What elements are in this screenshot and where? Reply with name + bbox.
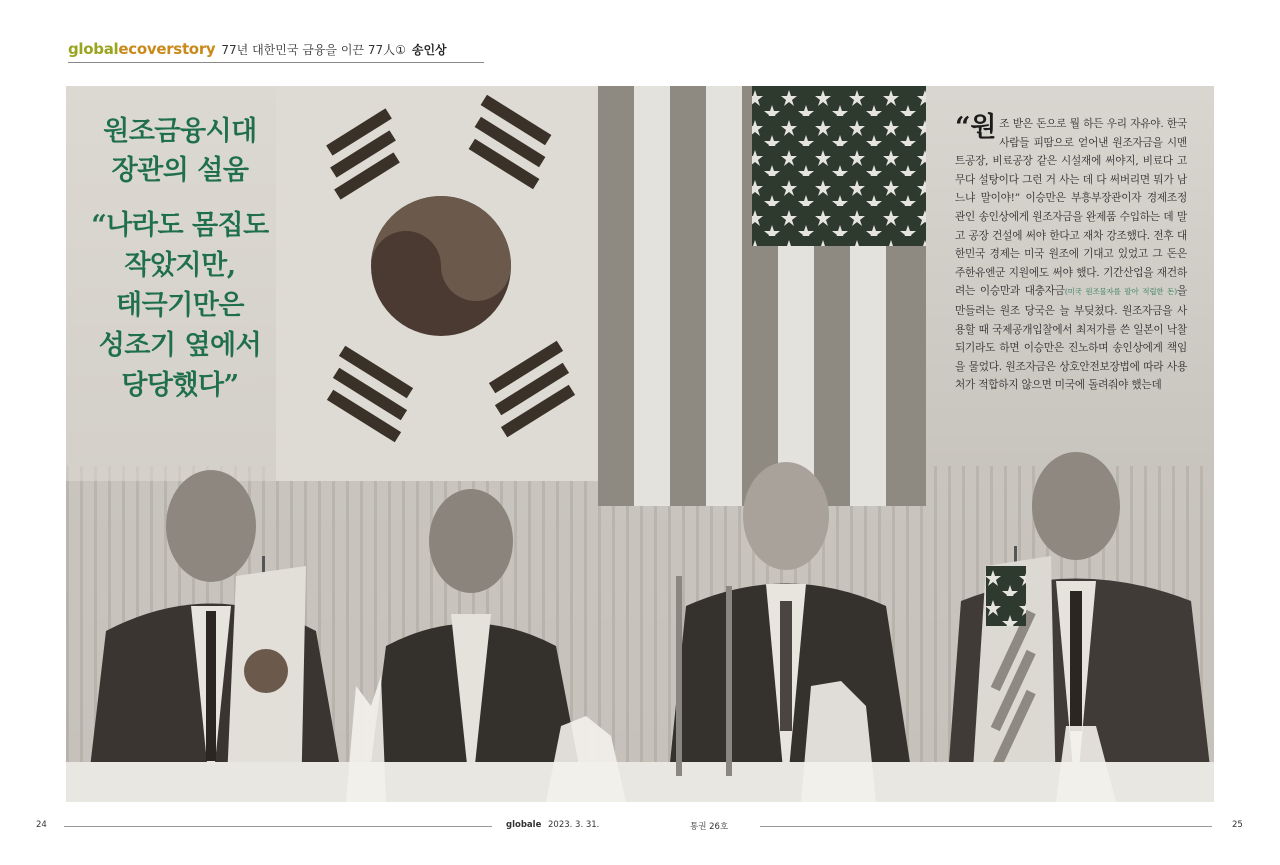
article-body: “원조 받은 돈으로 뭘 하든 우리 자유야. 한국 사람들 피땀으로 얻어낸 원조자금을 시멘트공장, 비료공장 같은 시설재에 써야지, 비료다 고무다 설탕이다 그런 거 사는 데 다 써버리면 뭐가 남느냐 말이야!” 이승만은 부흥부장관이자 경제조정관인 송인상에게 원조자금을 완제품 수입하는 데 말고 공장 건설에 써야 한다고 재차 강조했다. 전후 대한민국 경제는 미국 원조에 기대고 있었고 그 돈은 주한유엔군 지원에도 써야 했다. 기간산업을 재건하려는 이승만과 대충자금(미국 원조물자를 팔아 적립한 돈)을 만들려는 원조 당국은 늘 부딪쳤다. 원조자금을 사용할 때 국제공개입찰에서 최저가를 쓴 일본이 낙찰되기라도 하면 이승만은 진노하며 송인상에게 책임을 물었다. 원조자금은 상호안전보장법에 따라 사용처가 적합하지 않으면 미국에 돌려줘야 했는데 (955, 112, 1187, 392)
headline (80, 112, 280, 406)
footer-rule-right (760, 826, 1212, 827)
headline-subtitle: 원조금융시대 장관의 설움 (103, 116, 257, 186)
issue-number: 통권 26호 (690, 822, 729, 832)
page-number-left: 24 (36, 820, 47, 830)
series-title: 77년 대한민국 금융을 이끈 77人① (221, 43, 406, 57)
drop-cap: “원 (955, 112, 997, 143)
footer-rule-left (64, 826, 492, 827)
magazine-logo: globalecoverstory (68, 40, 216, 58)
cover-story-header (68, 40, 484, 63)
person-name: 송인상 (411, 43, 447, 57)
us-flag-large (598, 86, 926, 506)
headline-quote: “나라도 몸집도 작았지만, 태극기만은 성조기 옆에서 당당했다” (91, 210, 269, 401)
inline-note: (미국 원조물자를 팔아 적립한 돈) (1064, 287, 1177, 297)
page-number-right: 25 (1232, 820, 1243, 830)
issue-date: 2023. 3. 31. (548, 820, 600, 830)
page-footer (0, 820, 1280, 834)
footer-brand: globale (506, 820, 542, 830)
